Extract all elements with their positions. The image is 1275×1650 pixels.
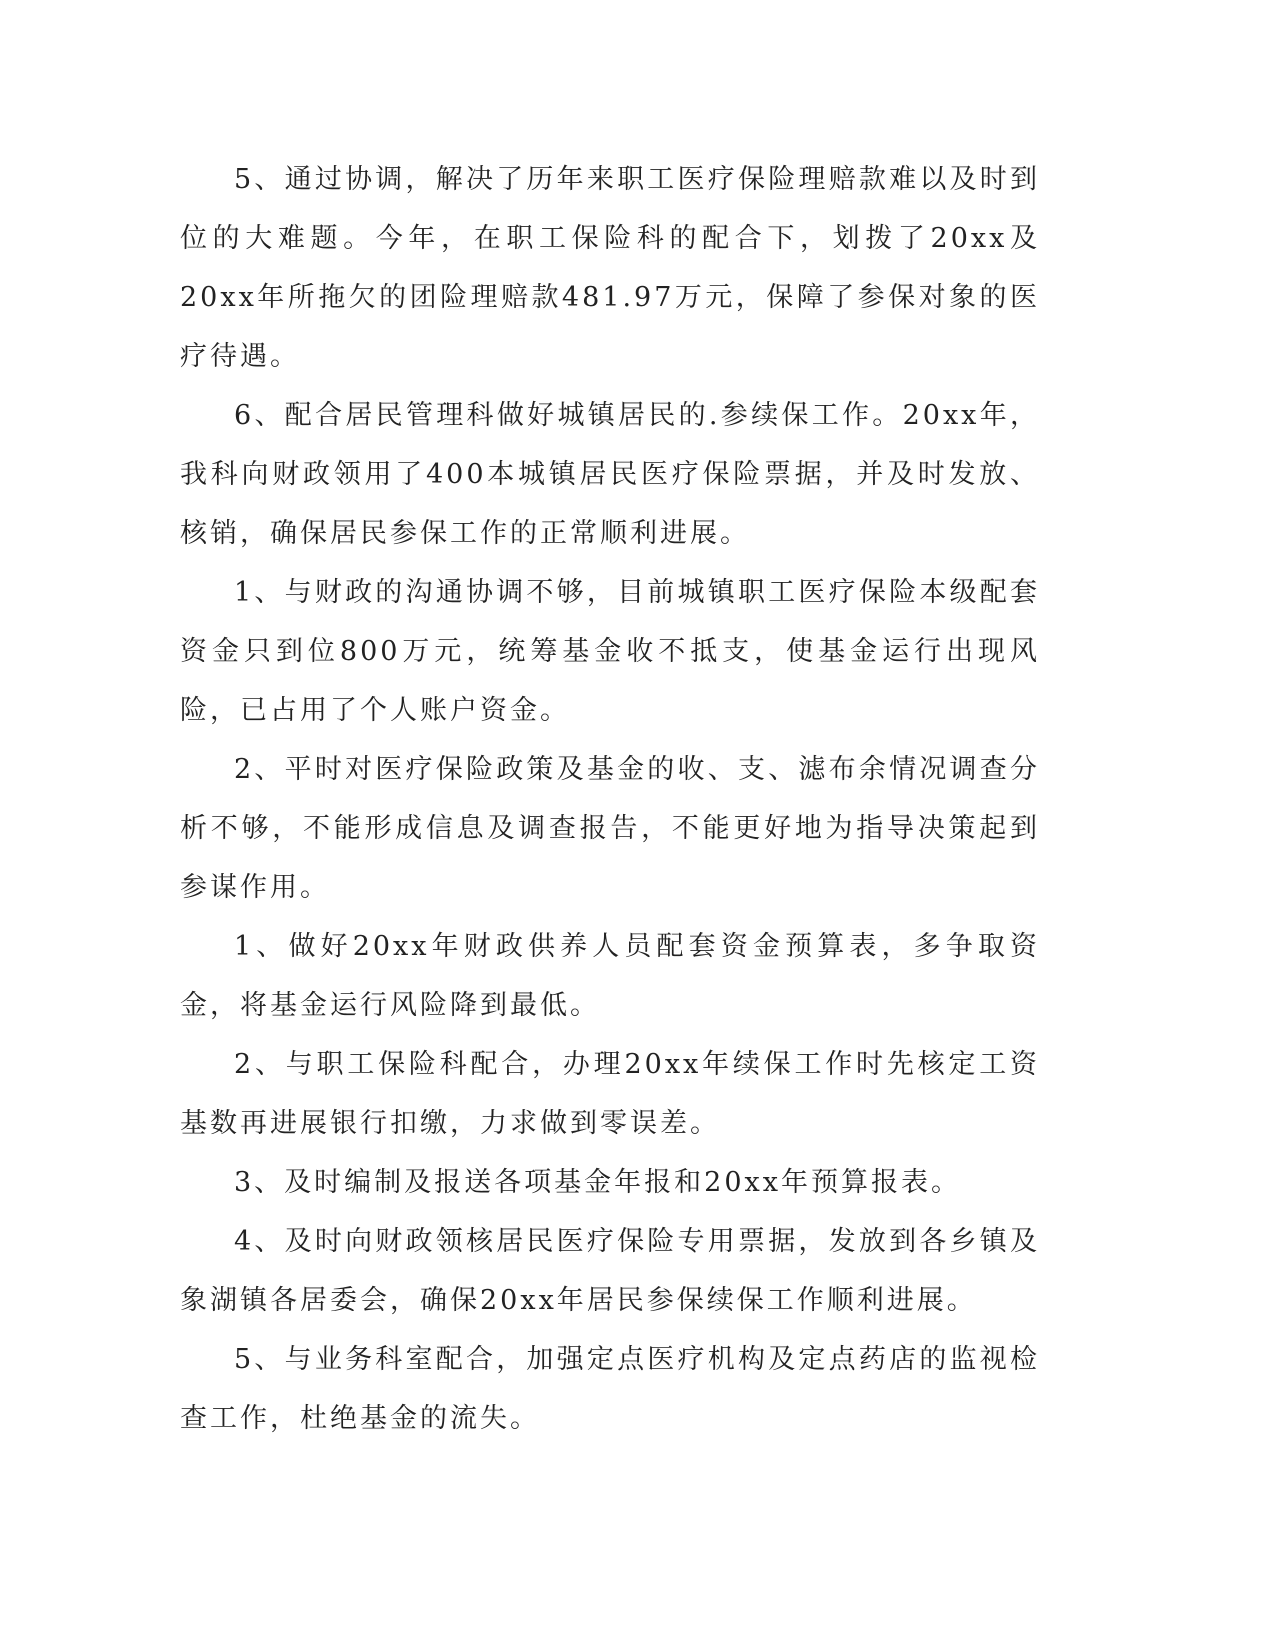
document-body	[180, 150, 1040, 1448]
paragraph-5: 1、做好20xx年财政供养人员配套资金预算表，多争取资金，将基金运行风险降到最低。	[180, 931, 1040, 1021]
paragraph-2: 6、配合居民管理科做好城镇居民的.参续保工作。20xx年，我科向财政领用了400本城镇居民医疗保险票据，并及时发放、核销，确保居民参保工作的正常顺利进展。	[180, 400, 1040, 549]
paragraph-4: 2、平时对医疗保险政策及基金的收、支、滤布余情况调查分析不够，不能形成信息及调查报告，不能更好地为指导决策起到参谋作用。	[180, 754, 1040, 903]
paragraph-7: 3、及时编制及报送各项基金年报和20xx年预算报表。	[234, 1167, 961, 1198]
paragraph-3: 1、与财政的沟通协调不够，目前城镇职工医疗保险本级配套资金只到位800万元，统筹基金收不抵支，使基金运行出现风险，已占用了个人账户资金。	[180, 577, 1040, 726]
paragraph-1: 5、通过协调，解决了历年来职工医疗保险理赔款难以及时到位的大难题。今年，在职工保险科的配合下，划拨了20xx及20xx年所拖欠的团险理赔款481.97万元，保障了参保对象的医疗待遇。	[180, 164, 1040, 372]
paragraph-6: 2、与职工保险科配合，办理20xx年续保工作时先核定工资基数再进展银行扣缴，力求做到零误差。	[180, 1049, 1040, 1139]
paragraph-9: 5、与业务科室配合，加强定点医疗机构及定点药店的监视检查工作，杜绝基金的流失。	[180, 1344, 1040, 1434]
paragraph-8: 4、及时向财政领核居民医疗保险专用票据，发放到各乡镇及象湖镇各居委会，确保20xx年居民参保续保工作顺利进展。	[180, 1226, 1040, 1316]
